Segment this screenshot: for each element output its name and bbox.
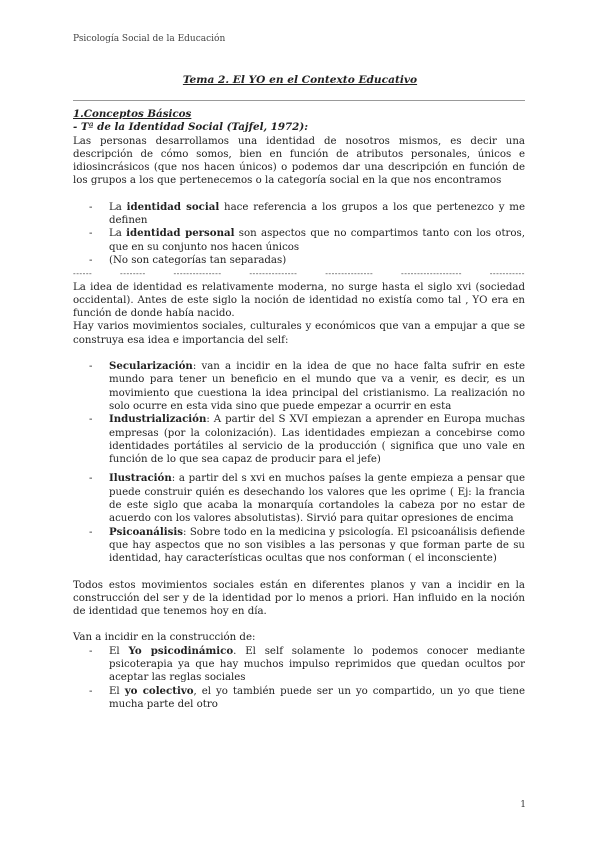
list-item: - La identidad personal son aspectos que no compartimos tanto con los otros, que en su conjunto nos hacen únicos [89,227,525,254]
page-number: 1 [520,800,526,810]
history-paragraph: La idea de identidad es relativamente moderna, no surge hasta el siglo xvi (sociedad occidental). Antes de este siglo la noción de identidad no existía como tal , YO era en función de donde había nacido. [73,281,525,320]
list-item: - Secularización: van a incidir en la idea de que no hace falta sufrir en este mundo para tener un beneficio en el mundo que va a venir, es decir, es un movimiento que cuestiona la idea principal del cristianismo. La realización no solo ocurre en esta vida sino que puede empezar a ocurrir en esta [89,360,525,413]
construction-list [73,645,525,711]
list-item: - El Yo psicodinámico. El self solamente lo podemos conocer mediante psicoterapia ya que hay muchos impulso reprimidos que quedan ocultos por aceptar las reglas sociales [89,645,525,685]
section-heading: 1.Conceptos Básicos [73,108,192,120]
movements-list [73,360,525,565]
document-body [73,108,525,711]
list-item: - La identidad social hace referencia a los grupos a los que pertenezco y me definen [89,201,525,228]
identity-list [73,201,525,267]
document-title: Tema 2. El YO en el Contexto Educativo [182,74,418,86]
list-item: - El yo colectivo, el yo también puede ser un yo compartido, un yo que tiene mucha parte del otro [89,685,525,712]
construction-intro: Van a incidir en la construcción de: [73,632,256,644]
dash-separator: ------ -------- --------------- --------------- --------------- ------------------- ----------- [73,269,525,279]
section-subheading: - Tª de la Identidad Social (Tajfel, 1972): [73,121,308,134]
title-divider [73,100,525,101]
page-header: Psicología Social de la Educación [73,34,226,44]
list-item: - (No son categorías tan separadas) [89,254,525,267]
list-item: - Ilustración: a partir del s xvi en muchos países la gente empieza a pensar que puede construir quién es desechando los valores que les oprime ( Ej: la francia de este siglo que acaba la monarquía cortandoles la cabeza por no estar de acuerdo con los valores absolutistas). Sirvió para quitar opresiones de encima [89,472,525,525]
list-item: - Psicoanálisis: Sobre todo en la medicina y psicología. El psicoanálisis defiende que hay aspectos que no son visibles a las personas y que forman parte de su identidad, hay características ocultas que nos conforman ( el inconsciente) [89,526,525,566]
summary-paragraph: Todos estos movimientos sociales están en diferentes planos y van a incidir en la construcción del ser y de la identidad por lo menos a priori. Han influido en la noción de identidad que tenemos hoy en día. [73,579,525,618]
list-item: - Industrialización: A partir del S XVI empiezan a aprender en Europa muchas empresas (por la colonización). Las identidades empiezan a concebirse como identidades portátiles al servicio de la producción ( significa que uno vale en función de lo que sea capaz de producir para el jefe) [89,413,525,466]
history-paragraph: Hay varios movimientos sociales, culturales y económicos que van a empujar a que se construya esa idea e importancia del self: [73,321,525,346]
intro-paragraph: Las personas desarrollamos una identidad de nosotros mismos, es decir una descripción de cómo somos, bien en función de atributos personales, únicos e idiosincrásicos (que nos hacen únicos) o podemos dar una descripción en función de los grupos a los que pertenecemos o la categoría social en la que nos encontramos [73,135,525,187]
